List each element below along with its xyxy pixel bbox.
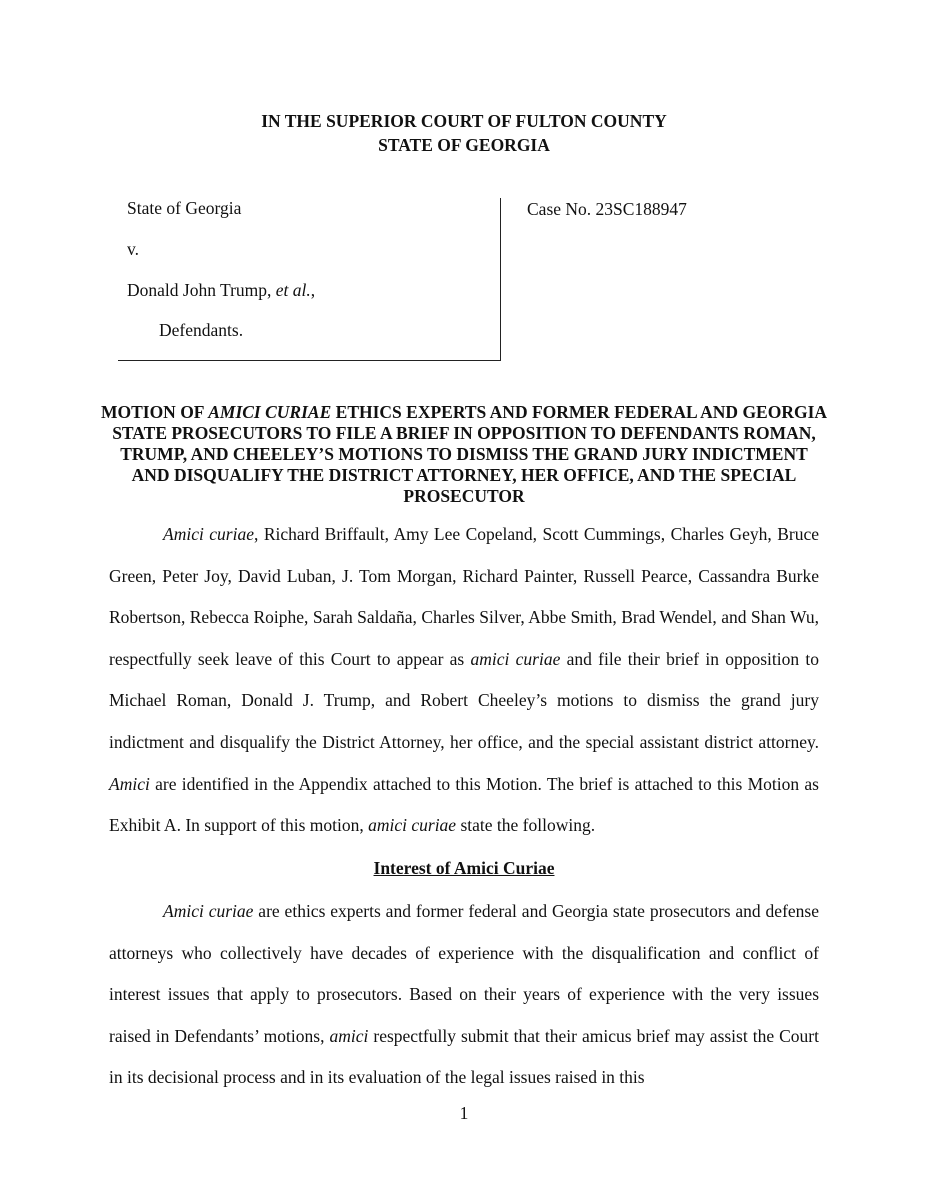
section-heading-interest: Interest of Amici Curiae (373, 858, 555, 878)
motion-title: MOTION OF AMICI CURIAE ETHICS EXPERTS AND FORMER FEDERAL AND GEORGIA STATE PROSECUTORS TO FILE A BRIEF IN OPPOSITION TO DEFENDANTS ROMAN, TRUMP, AND CHEELEY’S MOTIONS TO DISMISS THE GRAND JURY INDICTMENT AND DISQUALIFY THE DISTRICT ATTORNEY, HER OFFICE, AND THE SPECIAL PROSECUTOR (100, 402, 828, 506)
plaintiff-name: State of Georgia (127, 198, 242, 218)
case-caption-box (118, 198, 501, 361)
body-paragraph-motion: Amici curiae, Richard Briffault, Amy Lee Copeland, Scott Cummings, Charles Geyh, Bruce Green, Peter Joy, David Luban, J. Tom Morgan, Richard Painter, Russell Pearce, Cassandra Burke Robertson, Rebecca Roiphe, Sarah Saldaña, Charles Silver, Abbe Smith, Brad Wendel, and Shan Wu, respectfully seek leave of this Court to appear as amici curiae and file their brief in opposition to Michael Roman, Donald J. Trump, and Robert Cheeley’s motions to dismiss the grand jury indictment and disqualify the District Attorney, her office, and the special assistant district attorney. Amici are identified in the Appendix attached to this Motion. The brief is attached to this Motion as Exhibit A. In support of this motion, amici curiae state the following. (109, 524, 820, 836)
case-number: Case No. 23SC188947 (527, 199, 687, 219)
defendants-label: Defendants. (159, 320, 244, 340)
court-state: STATE OF GEORGIA (378, 135, 550, 155)
court-heading (0, 109, 928, 157)
body-paragraph-interest: Amici curiae are ethics experts and former federal and Georgia state prosecutors and defense attorneys who collectively have decades of experience with the disqualification and conflict of interest issues that apply to prosecutors. Based on their years of experience with the very issues raised in Defendants’ motions, amici respectfully submit that their amicus brief may assist the Court in its decisional process and in its evaluation of the legal issues raised in this (109, 901, 819, 1088)
versus-label: v. (127, 239, 139, 259)
court-name: IN THE SUPERIOR COURT OF FULTON COUNTY (261, 111, 667, 131)
page-number: 1 (459, 1103, 469, 1123)
defendant-name: Donald John Trump, et al., (127, 280, 316, 300)
